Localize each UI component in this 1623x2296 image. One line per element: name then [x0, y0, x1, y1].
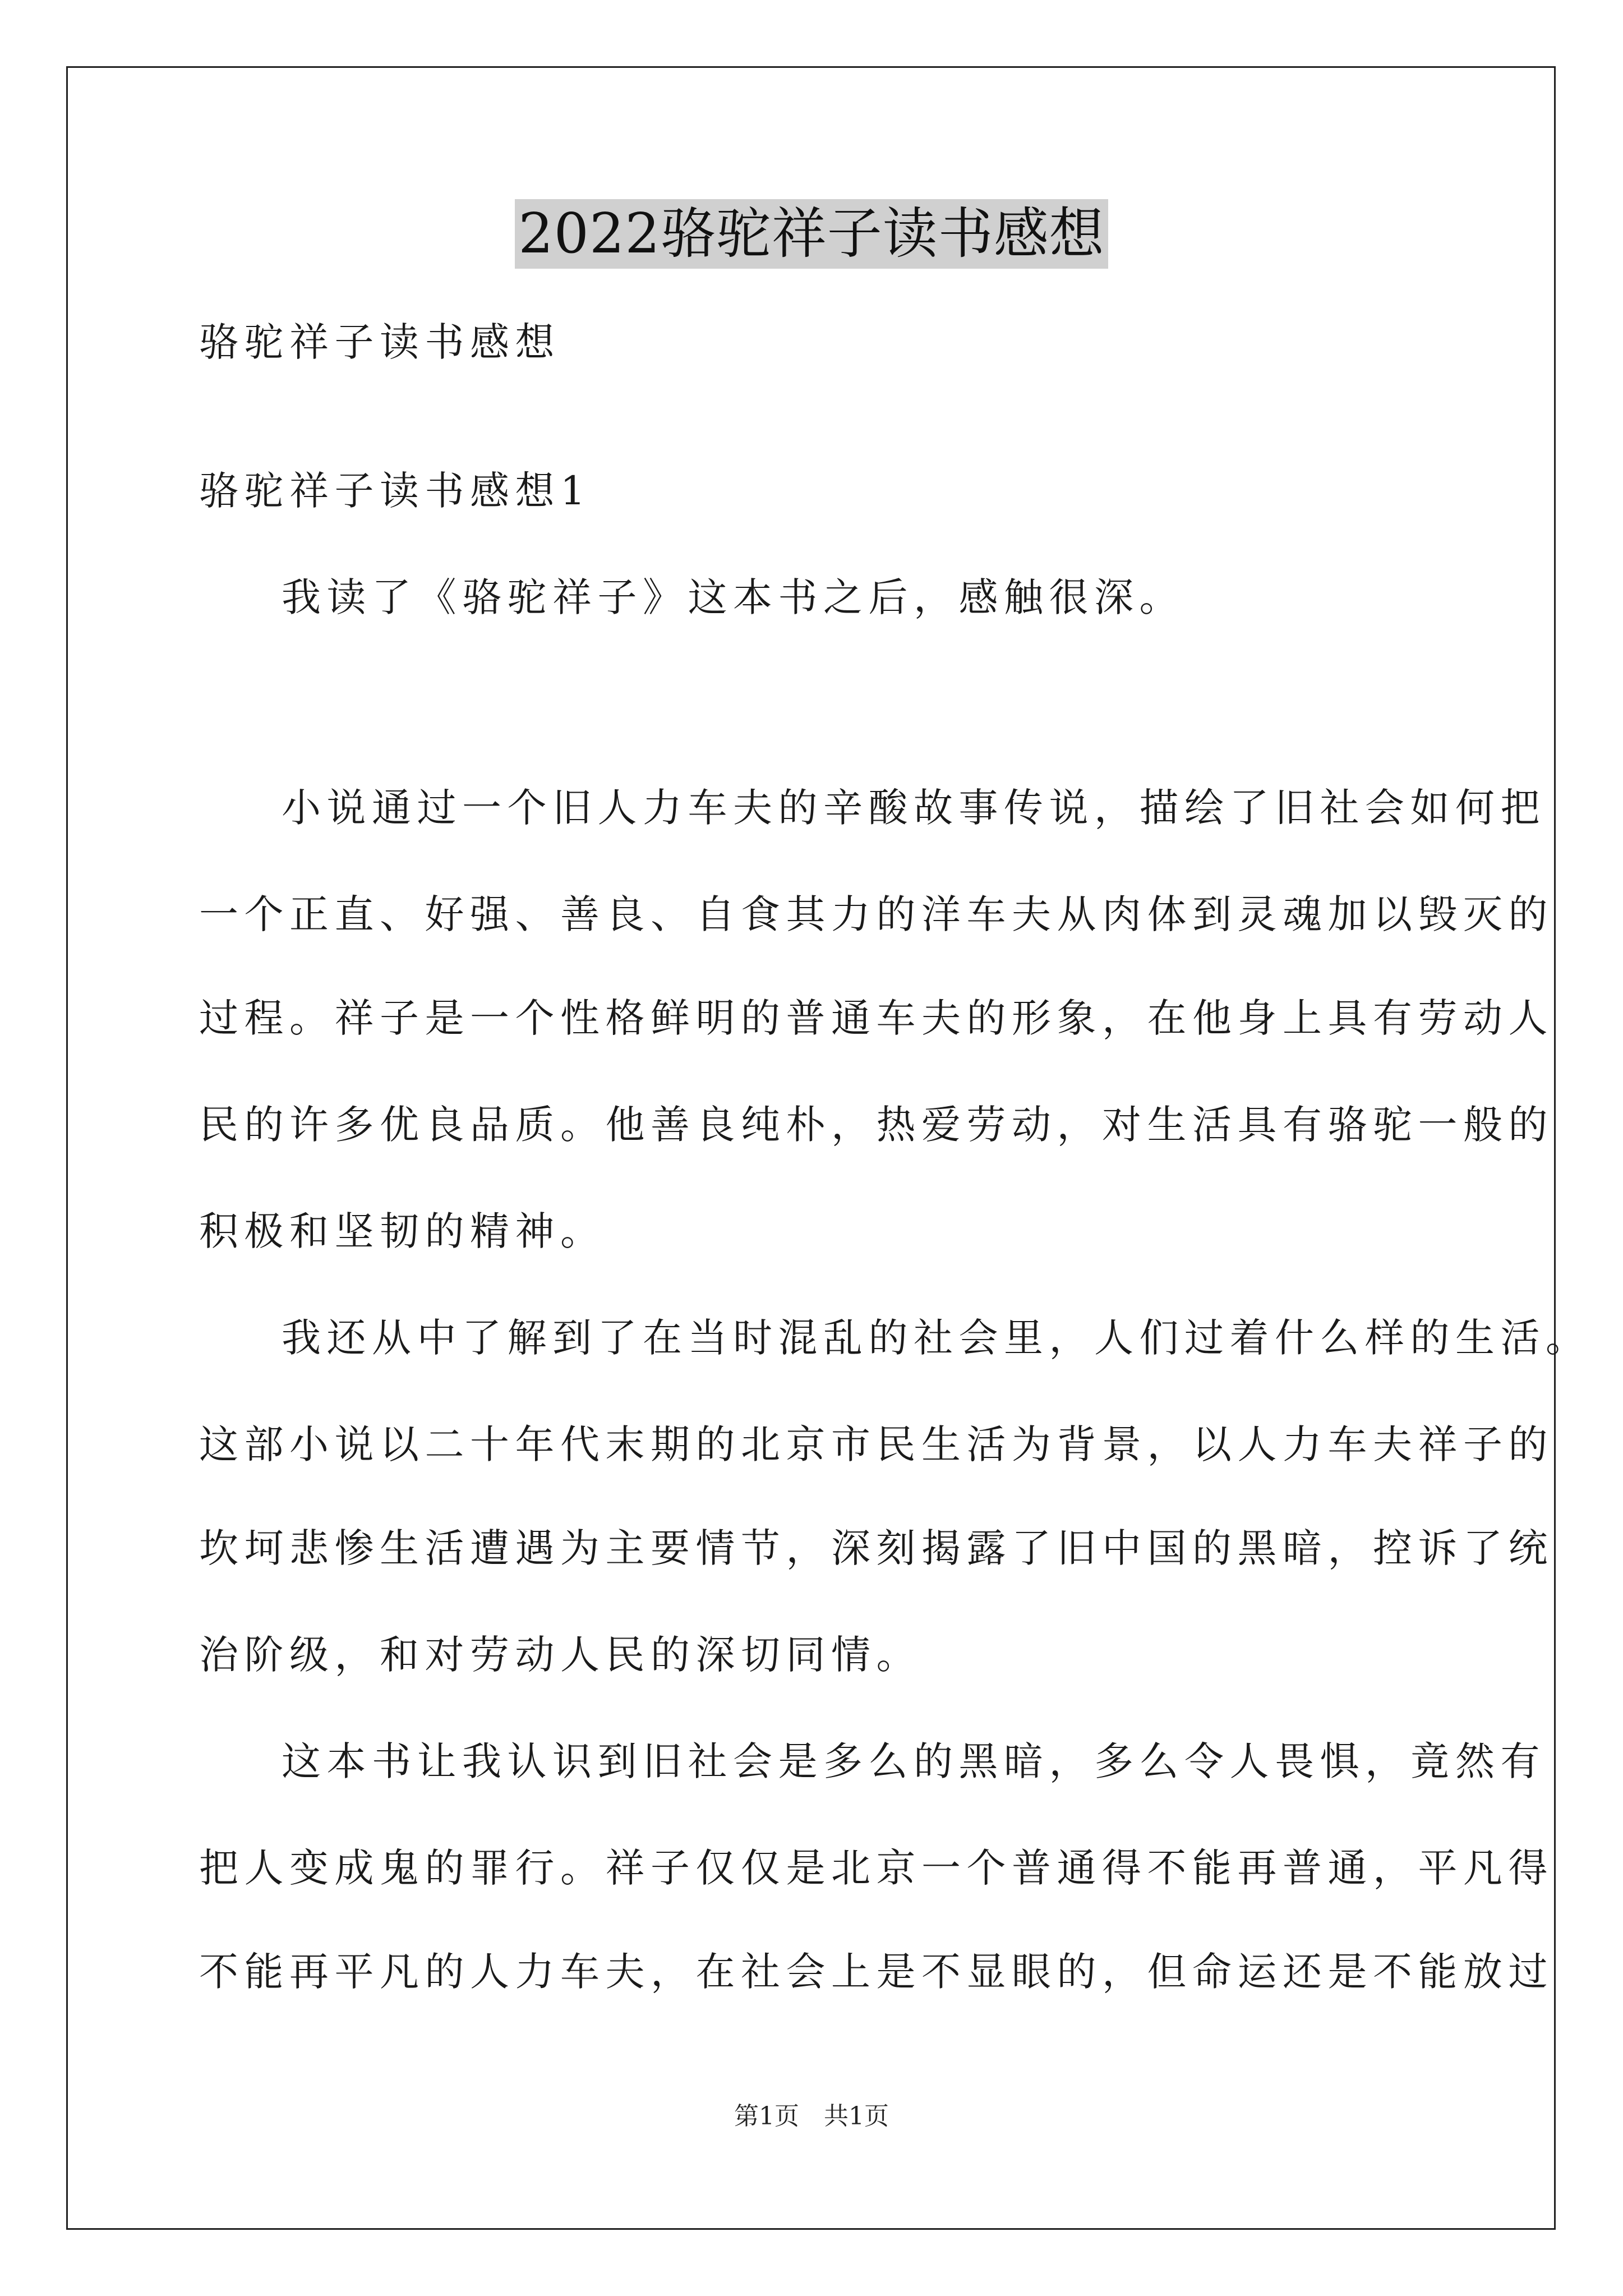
heading: 骆驼祥子读书感想 [199, 319, 560, 365]
paragraph-line: 我读了《骆驼祥子》这本书之后，感触很深。 [282, 574, 1184, 620]
paragraph-line: 小说通过一个旧人力车夫的辛酸故事传说，描绘了旧社会如何把 [282, 785, 1546, 831]
paragraph-line: 把人变成鬼的罪行。祥子仅仅是北京一个普通得不能再普通，平凡得 [199, 1845, 1553, 1891]
document-title: 2022骆驼祥子读书感想 [515, 199, 1108, 269]
page-number-footer: 第1页 共1页 [734, 2102, 889, 2131]
paragraph-line: 过程。祥子是一个性格鲜明的普通车夫的形象，在他身上具有劳动人 [199, 995, 1553, 1041]
paragraph-line: 民的许多优良品质。他善良纯朴，热爱劳动，对生活具有骆驼一般的 [199, 1102, 1553, 1148]
subheading: 骆驼祥子读书感想1 [199, 468, 592, 514]
paragraph-line: 我还从中了解到了在当时混乱的社会里，人们过着什么样的生活。 [282, 1315, 1591, 1361]
document-title-block [0, 199, 1623, 269]
paragraph-line: 不能再平凡的人力车夫，在社会上是不显眼的，但命运还是不能放过 [199, 1949, 1553, 1995]
paragraph-line: 这部小说以二十年代末期的北京市民生活为背景，以人力车夫祥子的 [199, 1421, 1553, 1467]
paragraph-line: 一个正直、好强、善良、自食其力的洋车夫从肉体到灵魂加以毁灭的 [199, 891, 1553, 937]
paragraph-line: 坎坷悲惨生活遭遇为主要情节，深刻揭露了旧中国的黑暗，控诉了统 [199, 1525, 1553, 1571]
paragraph-line: 这本书让我认识到旧社会是多么的黑暗，多么令人畏惧，竟然有 [282, 1738, 1546, 1784]
paragraph-line: 积极和坚韧的精神。 [199, 1208, 606, 1254]
paragraph-line: 治阶级，和对劳动人民的深切同情。 [199, 1632, 921, 1678]
